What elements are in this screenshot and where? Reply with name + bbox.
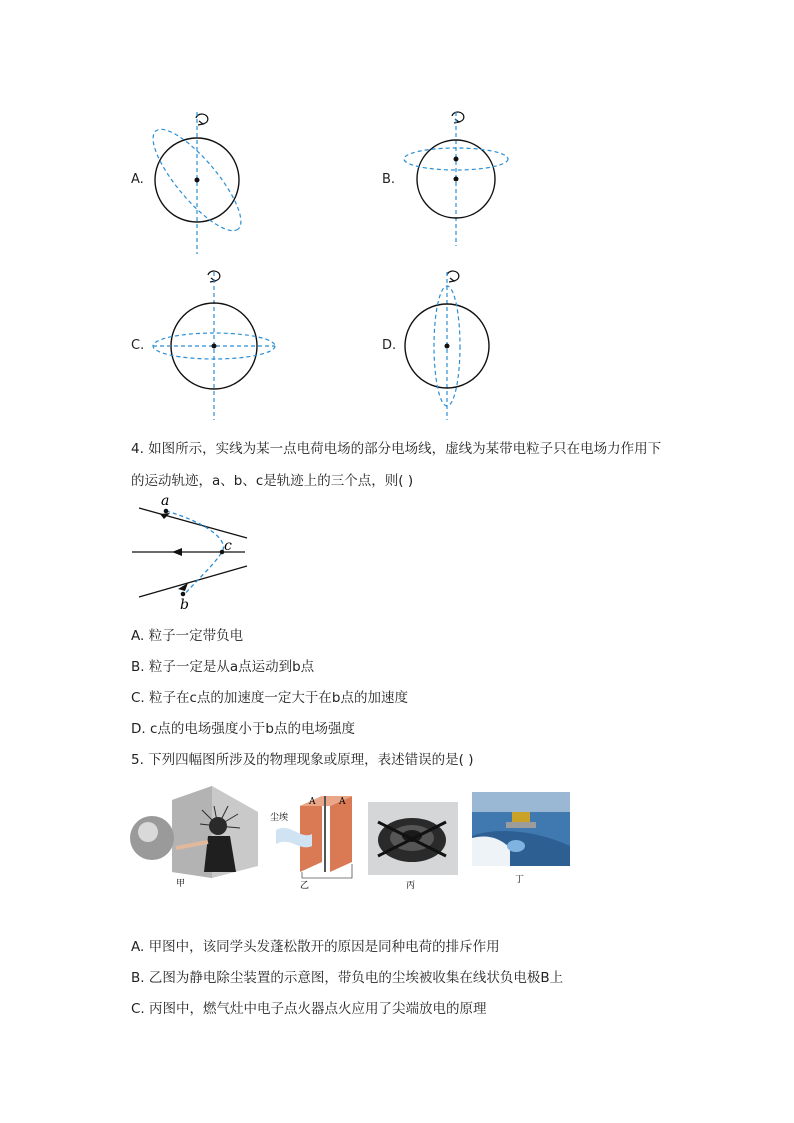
q4-stem-line2: 的运动轨迹，a、b、c是轨迹上的三个点，则( ): [131, 473, 414, 489]
caption-bing: 丙: [406, 881, 416, 891]
q4-option-b: B. 粒子一定是从a点运动到b点: [131, 659, 315, 675]
q4-option-c: C. 粒子在c点的加速度一定大于在b点的加速度: [131, 690, 408, 706]
q5-stem: 5. 下列四幅图所涉及的物理现象或原理，表述错误的是( ): [131, 752, 474, 768]
option-b-label: B.: [382, 172, 396, 187]
q5-option-c: C. 丙图中，燃气灶中电子点火器点火应用了尖端放电的原理: [131, 1001, 487, 1017]
option-c-label: C.: [131, 338, 145, 353]
option-a-label: A.: [131, 172, 144, 187]
label-b: b: [180, 597, 189, 613]
caption-ding: 丁: [515, 875, 525, 885]
q4-stem-line1: 4. 如图所示，实线为某一点电荷电场的部分电场线，虚线为某带电粒子只在电场力作用下: [131, 441, 662, 457]
label-a: a: [161, 493, 170, 509]
q4-option-a: A. 粒子一定带负电: [131, 628, 244, 644]
plate-label-left: A: [309, 797, 316, 807]
option-d-label: D.: [382, 338, 397, 353]
label-c: c: [224, 538, 232, 554]
dust-label: 尘埃: [270, 813, 289, 823]
q5-option-b: B. 乙图为静电除尘装置的示意图，带负电的尘埃被收集在线状负电极B上: [131, 970, 564, 986]
q4-option-d: D. c点的电场强度小于b点的电场强度: [131, 721, 355, 737]
caption-yi: 乙: [300, 881, 310, 891]
q5-option-a: A. 甲图中，该同学头发蓬松散开的原因是同种电荷的排斥作用: [131, 939, 500, 955]
plate-label-right: A: [339, 797, 346, 807]
caption-jia: 甲: [176, 879, 186, 889]
